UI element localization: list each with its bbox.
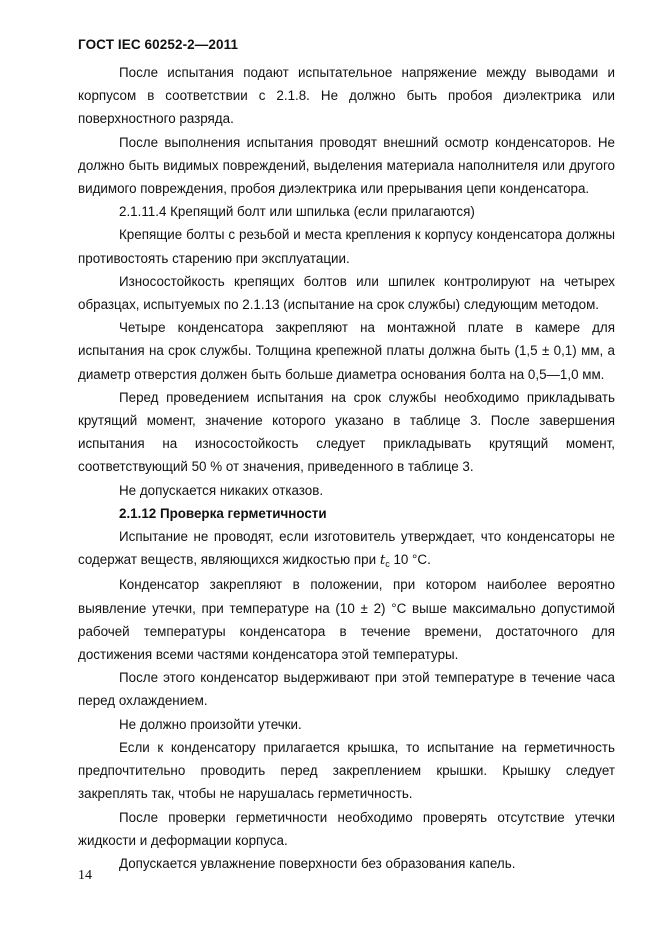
paragraph-cover: Если к конденсатору прилагается крышка, то испытание на герметичность предпочтительно проводить перед закреплением крышки. Крышку следует закреплять так, чтобы не нарушалась герметичность. <box>78 739 615 802</box>
sealing-exemption-value: 10 °C. <box>389 552 431 568</box>
document-header: ГОСТ IEC 60252-2—2011 <box>78 37 239 52</box>
paragraph-bolt-requirement: Крепящие болты с резьбой и места крепления к корпусу конденсатора должны противостоять старению при эксплуатации. <box>78 227 615 266</box>
paragraph-torque: Перед проведением испытания на срок службы необходимо прикладывать крутящий момент, значение которого указано в таблице 3. После завершения испытания на износостойкость следует прикладывать крутящий момент, соответствующий 50 % от значения, приведенного в таблице 3. <box>78 389 615 475</box>
paragraph-bolt-durability: Износостойкость крепящих болтов или шпилек контролируют на четырех образцах, испытуемых по 2.1.13 (испытание на срок службы) следующим методом. <box>78 273 615 313</box>
temperature-symbol: t <box>379 553 386 569</box>
paragraph-moisture: Допускается увлажнение поверхности без образования капель. <box>119 855 516 871</box>
document-body <box>78 61 615 875</box>
paragraph-visual-inspection: После выполнения испытания проводят внешний осмотр конденсаторов. Не должно быть видимых повреждений, выделения материала наполнителя или другого видимого повреждения, пробоя диэлектрика или прерывания цепи конденсатора. <box>78 134 615 197</box>
paragraph-after-check: После проверки герметичности необходимо проверять отсутствие утечки жидкости и деформации корпуса. <box>78 809 615 848</box>
paragraph-hold-temperature: После этого конденсатор выдерживают при этой температуре в течение часа перед охлаждением. <box>78 670 615 709</box>
paragraph-voltage-test: После испытания подают испытательное напряжение между выводами и корпусом в соответствии с 2.1.8. Не должно быть пробоя диэлектрика или поверхностного разряда. <box>78 65 615 127</box>
paragraph-mounting-plate: Четыре конденсатора закрепляют на монтажной плате в камере для испытания на срок службы. Толщина крепежной платы должна быть (1,5 ± 0,1) мм, а диаметр отверстия должен быть больше диаметра основания болта на 0,5—1,0 мм. <box>78 320 615 382</box>
paragraph-no-failures: Не допускается никаких отказов. <box>119 482 324 498</box>
paragraph-sealing-exemption <box>78 525 615 573</box>
sealing-exemption-text: Испытание не проводят, если изготовитель утверждает, что конденсаторы не содержат веществ, являющихся жидкостью при <box>78 529 615 568</box>
subsection-heading-bolt: 2.1.11.4 Крепящий болт или шпилька (если прилагаются) <box>119 204 475 220</box>
page-number: 14 <box>78 868 92 883</box>
section-heading-sealing: 2.1.12 Проверка герметичности <box>119 505 327 521</box>
temperature-subscript: c <box>385 559 390 570</box>
paragraph-no-leak: Не должно произойти утечки. <box>119 716 302 732</box>
paragraph-leak-position: Конденсатор закрепляют в положении, при котором наиболее вероятно выявление утечки, при температуре на (10 ± 2) °C выше максимально допустимой рабочей температуры конденсатора в течение времени, достаточного для достижения всеми частями конденсатора этой температуры. <box>78 577 615 663</box>
